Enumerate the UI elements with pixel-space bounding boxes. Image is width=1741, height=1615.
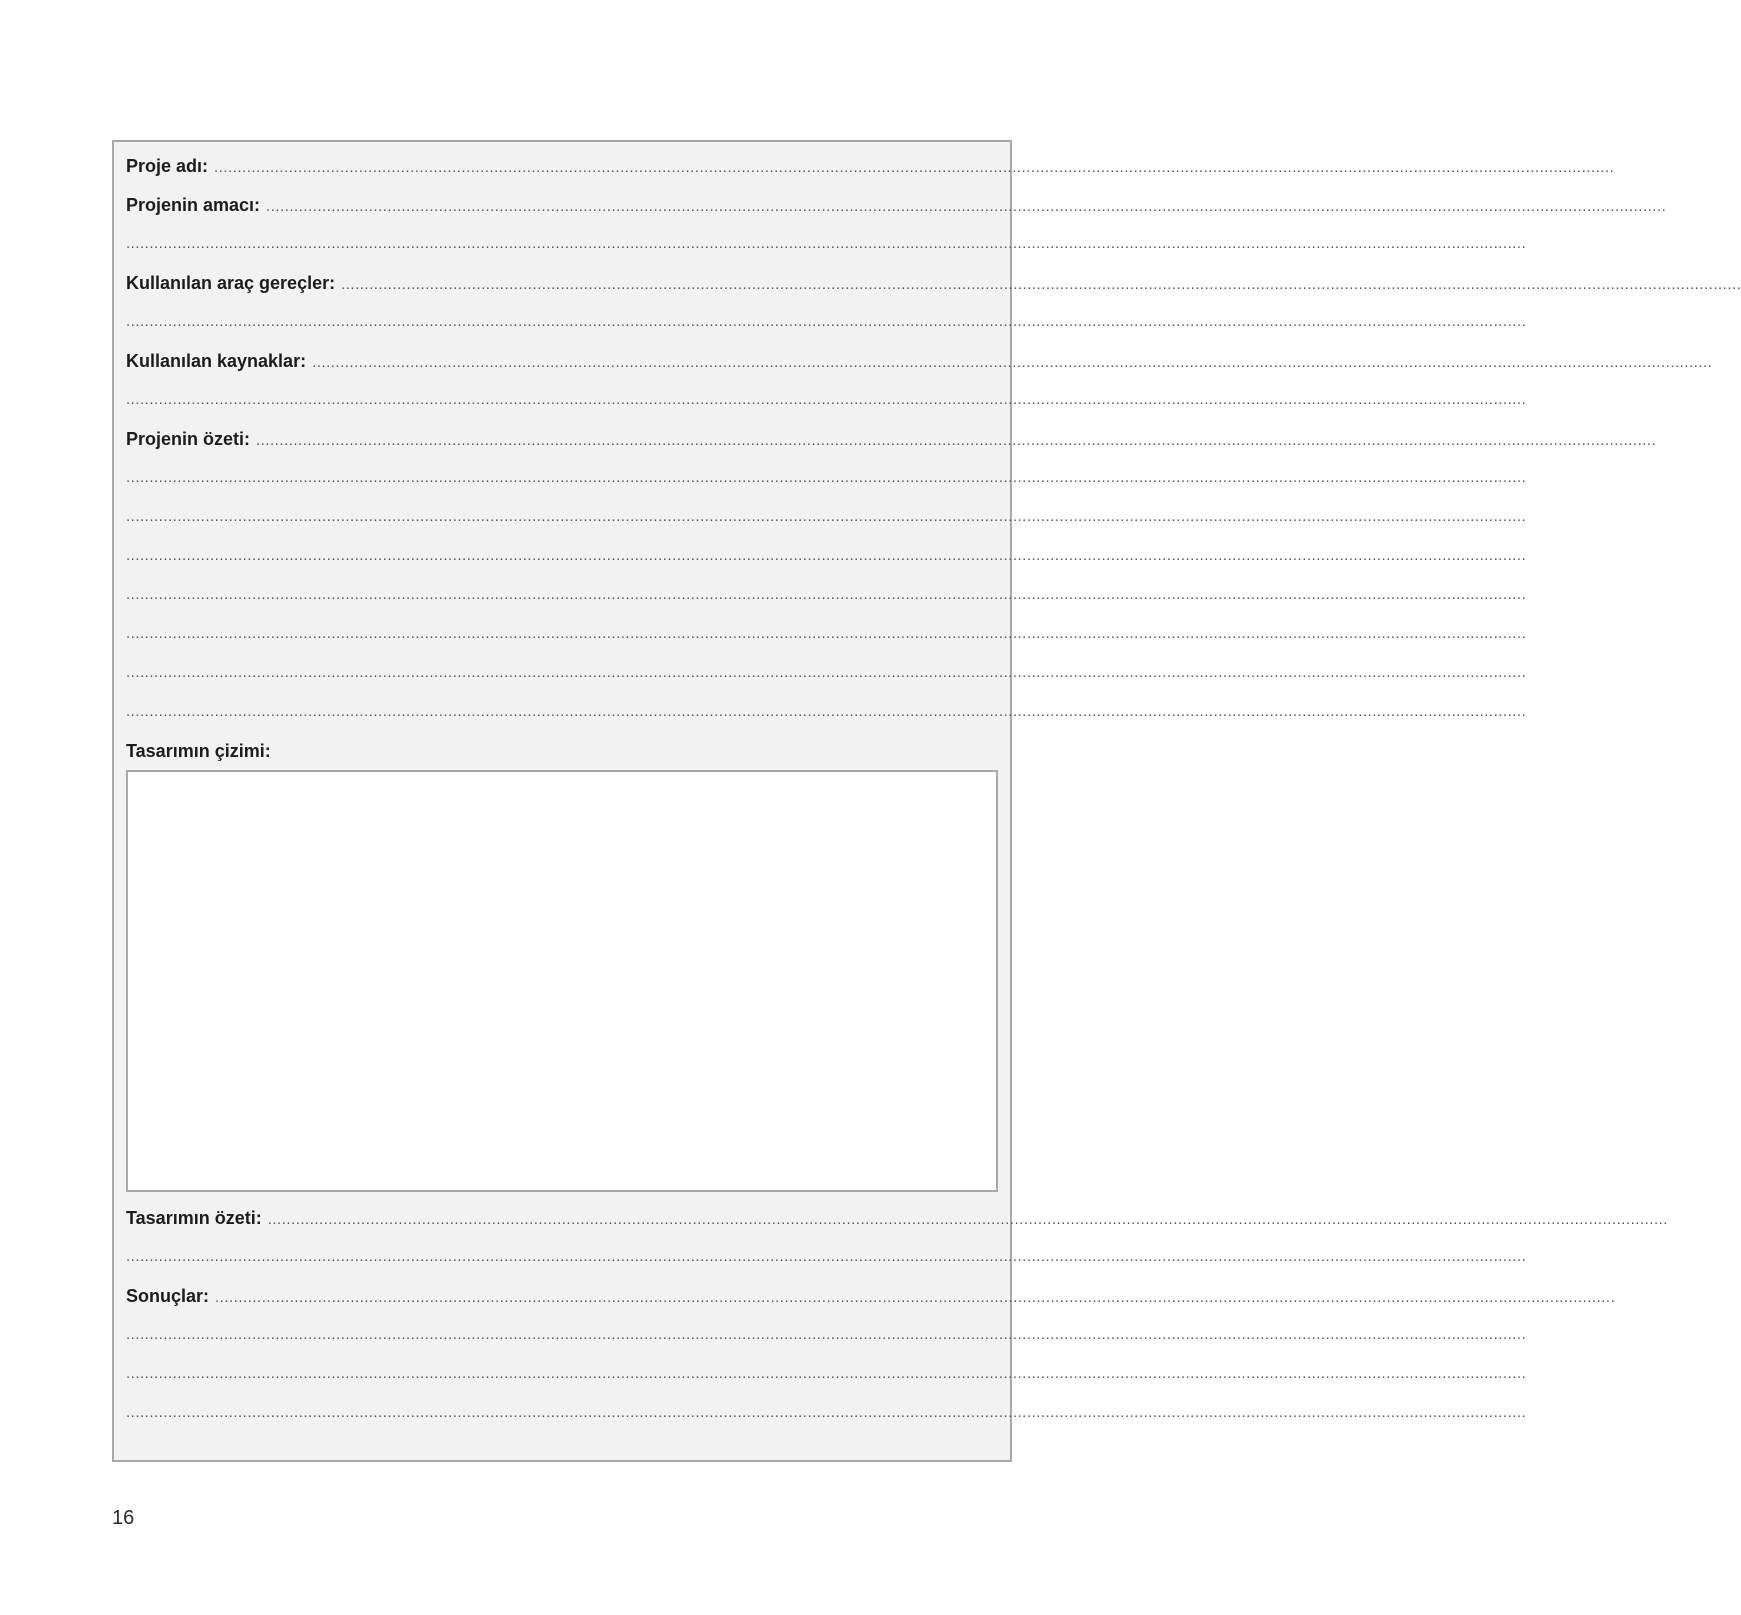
summary-label: Projenin özeti: xyxy=(126,429,251,449)
fill-line[interactable]: ............................................................................................................................................................................................................................................................................................................ xyxy=(126,664,1527,681)
fill-line[interactable]: ............................................................................................................................................................................................................................................................................................................ xyxy=(126,391,1527,408)
summary-continuation-row xyxy=(126,622,1527,646)
results-fill-line[interactable]: ............................................................................................................................................................................................................................................................................................................ xyxy=(215,1289,1616,1306)
fill-line[interactable]: ............................................................................................................................................................................................................................................................................................................ xyxy=(126,469,1527,486)
results-continuation-row xyxy=(126,1401,1527,1425)
summary-fill-line[interactable]: ............................................................................................................................................................................................................................................................................................................ xyxy=(256,432,1657,449)
project-name-label: Proje adı: xyxy=(126,156,209,176)
results-label: Sonuçlar: xyxy=(126,1286,210,1306)
page-number: 16 xyxy=(112,1507,135,1529)
summary-continuation-row xyxy=(126,505,1527,529)
drawing-row xyxy=(126,739,998,763)
summary-row xyxy=(126,427,1657,451)
project-form xyxy=(112,140,1741,1462)
project-name-row xyxy=(126,154,1615,178)
project-name-fill-line[interactable]: ............................................................................................................................................................................................................................................................................................................ xyxy=(214,159,1615,176)
project-purpose-label: Projenin amacı: xyxy=(126,195,261,215)
fill-line[interactable]: ............................................................................................................................................................................................................................................................................................................ xyxy=(126,703,1527,720)
sources-continuation-row xyxy=(126,388,1527,412)
fill-line[interactable]: ............................................................................................................................................................................................................................................................................................................ xyxy=(126,586,1527,603)
fill-line[interactable]: ............................................................................................................................................................................................................................................................................................................ xyxy=(126,1326,1527,1343)
drawing-label: Tasarımın çizimi: xyxy=(126,741,271,761)
tools-fill-line[interactable]: ............................................................................................................................................................................................................................................................................................................ xyxy=(341,276,1741,293)
fill-line[interactable]: ............................................................................................................................................................................................................................................................................................................ xyxy=(126,1404,1527,1421)
fill-line[interactable]: ............................................................................................................................................................................................................................................................................................................ xyxy=(126,1365,1527,1382)
results-row xyxy=(126,1284,1616,1308)
drawing-area[interactable] xyxy=(126,770,998,1192)
sources-fill-line[interactable]: ............................................................................................................................................................................................................................................................................................................ xyxy=(312,354,1713,371)
results-continuation-row xyxy=(126,1362,1527,1386)
tools-continuation-row xyxy=(126,310,1527,334)
design-summary-row xyxy=(126,1206,1668,1230)
results-continuation-row xyxy=(126,1323,1527,1347)
summary-continuation-row xyxy=(126,583,1527,607)
design-summary-continuation-row xyxy=(126,1245,1527,1269)
design-summary-fill-line[interactable]: ............................................................................................................................................................................................................................................................................................................ xyxy=(267,1211,1668,1228)
summary-continuation-row xyxy=(126,700,1527,724)
summary-continuation-row xyxy=(126,661,1527,685)
fill-line[interactable]: ............................................................................................................................................................................................................................................................................................................ xyxy=(126,625,1527,642)
sources-row xyxy=(126,349,1713,373)
summary-continuation-row xyxy=(126,466,1527,490)
project-purpose-continuation-row xyxy=(126,232,1527,256)
project-purpose-row xyxy=(126,193,1667,217)
fill-line[interactable]: ............................................................................................................................................................................................................................................................................................................ xyxy=(126,313,1527,330)
tools-row xyxy=(126,271,1741,295)
project-purpose-fill-line[interactable]: ............................................................................................................................................................................................................................................................................................................ xyxy=(266,198,1667,215)
fill-line[interactable]: ............................................................................................................................................................................................................................................................................................................ xyxy=(126,547,1527,564)
fill-line[interactable]: ............................................................................................................................................................................................................................................................................................................ xyxy=(126,508,1527,525)
fill-line[interactable]: ............................................................................................................................................................................................................................................................................................................ xyxy=(126,235,1527,252)
summary-continuation-row xyxy=(126,544,1527,568)
fill-line[interactable]: ............................................................................................................................................................................................................................................................................................................ xyxy=(126,1248,1527,1265)
design-summary-label: Tasarımın özeti: xyxy=(126,1208,262,1228)
sources-label: Kullanılan kaynaklar: xyxy=(126,351,307,371)
tools-label: Kullanılan araç gereçler: xyxy=(126,273,336,293)
